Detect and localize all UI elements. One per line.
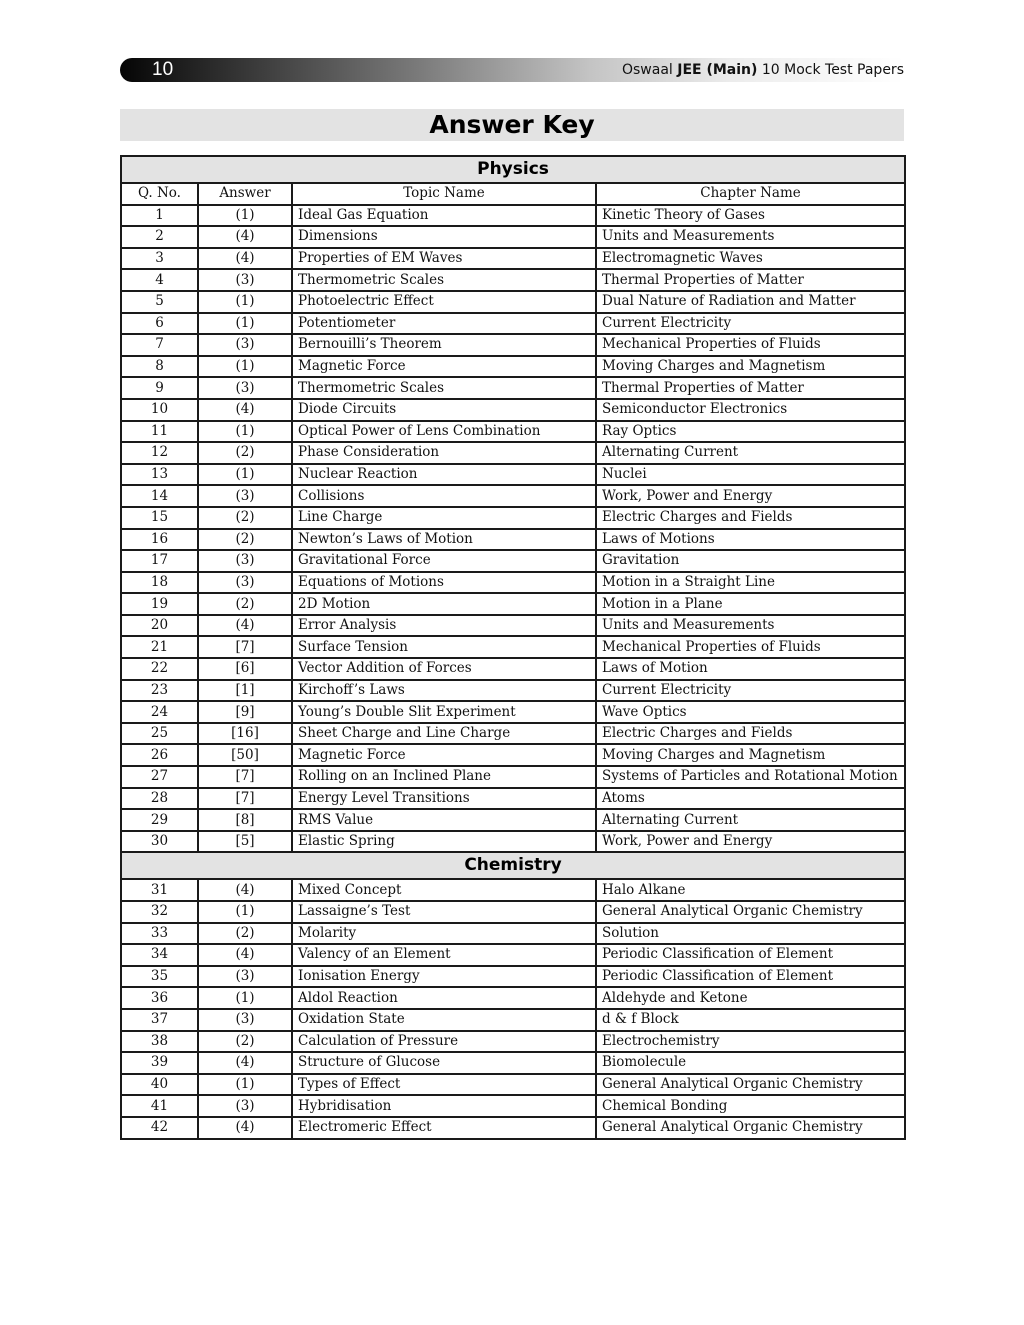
topic-name-cell: Structure of Glucose (292, 1052, 596, 1074)
answer-cell: [1] (198, 680, 292, 702)
answer-cell: (1) (198, 205, 292, 227)
topic-name-cell: Elastic Spring (292, 831, 596, 853)
chapter-name-cell: General Analytical Organic Chemistry (596, 1074, 905, 1096)
column-header-row (121, 183, 905, 205)
question-number-cell: 32 (121, 901, 198, 923)
table-row (121, 901, 905, 923)
answer-cell: (2) (198, 923, 292, 945)
answer-cell: [6] (198, 658, 292, 680)
question-number-cell: 20 (121, 615, 198, 637)
topic-name-cell: Diode Circuits (292, 399, 596, 421)
page-number: 10 (152, 59, 174, 80)
question-number-cell: 16 (121, 529, 198, 551)
chapter-name-cell: Periodic Classification of Element (596, 944, 905, 966)
section-title: Physics (121, 156, 905, 183)
answer-cell: (1) (198, 464, 292, 486)
table-row (121, 966, 905, 988)
topic-name-cell: 2D Motion (292, 593, 596, 615)
answer-cell: (1) (198, 313, 292, 335)
table-row (121, 1095, 905, 1117)
answer-cell: [16] (198, 723, 292, 745)
topic-name-cell: Bernouilli’s Theorem (292, 334, 596, 356)
question-number-cell: 8 (121, 356, 198, 378)
topic-name-cell: Electromeric Effect (292, 1117, 596, 1139)
table-row (121, 879, 905, 901)
question-number-cell: 6 (121, 313, 198, 335)
chapter-name-cell: General Analytical Organic Chemistry (596, 1117, 905, 1139)
table-row (121, 1009, 905, 1031)
section-header-row (121, 156, 905, 183)
table-row (121, 680, 905, 702)
chapter-name-cell: General Analytical Organic Chemistry (596, 901, 905, 923)
topic-name-cell: Ionisation Energy (292, 966, 596, 988)
chapter-name-cell: Electric Charges and Fields (596, 507, 905, 529)
chapter-name-cell: Moving Charges and Magnetism (596, 356, 905, 378)
chapter-name-cell: Mechanical Properties of Fluids (596, 636, 905, 658)
table-row (121, 831, 905, 853)
table-row (121, 248, 905, 270)
table-row (121, 205, 905, 227)
answer-cell: [7] (198, 636, 292, 658)
question-number-cell: 28 (121, 788, 198, 810)
chapter-name-cell: Solution (596, 923, 905, 945)
page-title: Answer Key (429, 110, 595, 139)
chapter-name-cell: Units and Measurements (596, 615, 905, 637)
question-number-cell: 14 (121, 485, 198, 507)
question-number-cell: 27 (121, 766, 198, 788)
table-row (121, 1074, 905, 1096)
table-row (121, 334, 905, 356)
table-row (121, 1052, 905, 1074)
table-row (121, 356, 905, 378)
publisher-name: Oswaal (621, 62, 673, 78)
answer-cell: (3) (198, 966, 292, 988)
answer-cell: (1) (198, 291, 292, 313)
question-number-cell: 9 (121, 377, 198, 399)
chapter-name-cell: Dual Nature of Radiation and Matter (596, 291, 905, 313)
table-row (121, 291, 905, 313)
topic-name-cell: Molarity (292, 923, 596, 945)
table-row (121, 658, 905, 680)
answer-cell: (1) (198, 356, 292, 378)
answer-cell: (4) (198, 879, 292, 901)
topic-name-cell: Optical Power of Lens Combination (292, 421, 596, 443)
question-number-cell: 41 (121, 1095, 198, 1117)
table-row (121, 485, 905, 507)
table-row (121, 766, 905, 788)
topic-name-cell: Potentiometer (292, 313, 596, 335)
question-number-cell: 36 (121, 987, 198, 1009)
question-number-cell: 34 (121, 944, 198, 966)
chapter-name-cell: Electrochemistry (596, 1031, 905, 1053)
answer-header: Answer (198, 183, 292, 205)
question-number-cell: 26 (121, 744, 198, 766)
answer-cell: (2) (198, 507, 292, 529)
topic-name-cell: Phase Consideration (292, 442, 596, 464)
answer-cell: (4) (198, 399, 292, 421)
topic-name-cell: Young’s Double Slit Experiment (292, 701, 596, 723)
topic-name-cell: Valency of an Element (292, 944, 596, 966)
answer-cell: (4) (198, 226, 292, 248)
chapter-header: Chapter Name (596, 183, 905, 205)
table-row (121, 701, 905, 723)
running-title (622, 58, 904, 82)
chapter-name-cell: Laws of Motion (596, 658, 905, 680)
chapter-name-cell: Current Electricity (596, 680, 905, 702)
topic-name-cell: Calculation of Pressure (292, 1031, 596, 1053)
answer-cell: [7] (198, 766, 292, 788)
question-number-cell: 2 (121, 226, 198, 248)
chapter-name-cell: d & f Block (596, 1009, 905, 1031)
answer-cell: (4) (198, 1052, 292, 1074)
answer-cell: (3) (198, 572, 292, 594)
chapter-name-cell: Alternating Current (596, 809, 905, 831)
chapter-name-cell: Nuclei (596, 464, 905, 486)
table-row (121, 923, 905, 945)
topic-header: Topic Name (292, 183, 596, 205)
question-number-cell: 35 (121, 966, 198, 988)
chapter-name-cell: Wave Optics (596, 701, 905, 723)
topic-name-cell: Magnetic Force (292, 744, 596, 766)
answer-cell: [7] (198, 788, 292, 810)
table-row (121, 529, 905, 551)
question-number-cell: 17 (121, 550, 198, 572)
chapter-name-cell: Motion in a Plane (596, 593, 905, 615)
table-row (121, 788, 905, 810)
table-row (121, 593, 905, 615)
chapter-name-cell: Chemical Bonding (596, 1095, 905, 1117)
table-row (121, 615, 905, 637)
topic-name-cell: Sheet Charge and Line Charge (292, 723, 596, 745)
section-header-row (121, 852, 905, 879)
topic-name-cell: Collisions (292, 485, 596, 507)
chapter-name-cell: Thermal Properties of Matter (596, 269, 905, 291)
answer-cell: (4) (198, 615, 292, 637)
chapter-name-cell: Work, Power and Energy (596, 485, 905, 507)
answer-cell: (3) (198, 269, 292, 291)
question-number-cell: 40 (121, 1074, 198, 1096)
answer-cell: (4) (198, 248, 292, 270)
answer-cell: (1) (198, 987, 292, 1009)
answer-cell: (3) (198, 1009, 292, 1031)
question-number-cell: 7 (121, 334, 198, 356)
question-number-cell: 38 (121, 1031, 198, 1053)
table-row (121, 269, 905, 291)
table-row (121, 944, 905, 966)
question-number-cell: 30 (121, 831, 198, 853)
table-row (121, 1117, 905, 1139)
topic-name-cell: RMS Value (292, 809, 596, 831)
topic-name-cell: Kirchoff’s Laws (292, 680, 596, 702)
topic-name-cell: Rolling on an Inclined Plane (292, 766, 596, 788)
table-row (121, 507, 905, 529)
chapter-name-cell: Atoms (596, 788, 905, 810)
table-row (121, 987, 905, 1009)
question-number-cell: 22 (121, 658, 198, 680)
table-row (121, 636, 905, 658)
answer-cell: (2) (198, 1031, 292, 1053)
chapter-name-cell: Moving Charges and Magnetism (596, 744, 905, 766)
table-row (121, 744, 905, 766)
answer-cell: (1) (198, 421, 292, 443)
topic-name-cell: Oxidation State (292, 1009, 596, 1031)
question-number-cell: 15 (121, 507, 198, 529)
question-number-cell: 21 (121, 636, 198, 658)
table-row (121, 1031, 905, 1053)
topic-name-cell: Error Analysis (292, 615, 596, 637)
question-number-cell: 11 (121, 421, 198, 443)
question-number-cell: 4 (121, 269, 198, 291)
answer-cell: [50] (198, 744, 292, 766)
topic-name-cell: Gravitational Force (292, 550, 596, 572)
question-number-cell: 13 (121, 464, 198, 486)
question-number-cell: 39 (121, 1052, 198, 1074)
chapter-name-cell: Kinetic Theory of Gases (596, 205, 905, 227)
topic-name-cell: Properties of EM Waves (292, 248, 596, 270)
answer-cell: (3) (198, 377, 292, 399)
table-row (121, 464, 905, 486)
answer-key-body (121, 156, 905, 1139)
answer-cell: (3) (198, 550, 292, 572)
question-number-cell: 10 (121, 399, 198, 421)
chapter-name-cell: Systems of Particles and Rotational Motion (596, 766, 905, 788)
question-number-cell: 3 (121, 248, 198, 270)
chapter-name-cell: Current Electricity (596, 313, 905, 335)
topic-name-cell: Photoelectric Effect (292, 291, 596, 313)
table-row (121, 442, 905, 464)
answer-cell: (1) (198, 901, 292, 923)
qno-header: Q. No. (121, 183, 198, 205)
answer-cell: (2) (198, 529, 292, 551)
question-number-cell: 37 (121, 1009, 198, 1031)
chapter-name-cell: Biomolecule (596, 1052, 905, 1074)
topic-name-cell: Types of Effect (292, 1074, 596, 1096)
topic-name-cell: Thermometric Scales (292, 377, 596, 399)
answer-cell: (1) (198, 1074, 292, 1096)
table-row (121, 550, 905, 572)
topic-name-cell: Vector Addition of Forces (292, 658, 596, 680)
question-number-cell: 19 (121, 593, 198, 615)
answer-key-table (120, 155, 906, 1140)
chapter-name-cell: Halo Alkane (596, 879, 905, 901)
answer-cell: (4) (198, 944, 292, 966)
topic-name-cell: Energy Level Transitions (292, 788, 596, 810)
topic-name-cell: Nuclear Reaction (292, 464, 596, 486)
answer-cell: [8] (198, 809, 292, 831)
answer-cell: (4) (198, 1117, 292, 1139)
question-number-cell: 42 (121, 1117, 198, 1139)
answer-cell: (2) (198, 593, 292, 615)
question-number-cell: 24 (121, 701, 198, 723)
chapter-name-cell: Gravitation (596, 550, 905, 572)
answer-cell: (2) (198, 442, 292, 464)
table-row (121, 421, 905, 443)
chapter-name-cell: Electromagnetic Waves (596, 248, 905, 270)
question-number-cell: 5 (121, 291, 198, 313)
chapter-name-cell: Aldehyde and Ketone (596, 987, 905, 1009)
topic-name-cell: Mixed Concept (292, 879, 596, 901)
answer-cell: (3) (198, 485, 292, 507)
question-number-cell: 29 (121, 809, 198, 831)
topic-name-cell: Ideal Gas Equation (292, 205, 596, 227)
book-name: 10 Mock Test Papers (761, 62, 904, 78)
table-row (121, 572, 905, 594)
topic-name-cell: Aldol Reaction (292, 987, 596, 1009)
question-number-cell: 18 (121, 572, 198, 594)
answer-cell: [5] (198, 831, 292, 853)
topic-name-cell: Newton’s Laws of Motion (292, 529, 596, 551)
table-row (121, 313, 905, 335)
topic-name-cell: Surface Tension (292, 636, 596, 658)
topic-name-cell: Magnetic Force (292, 356, 596, 378)
chapter-name-cell: Laws of Motions (596, 529, 905, 551)
chapter-name-cell: Electric Charges and Fields (596, 723, 905, 745)
table-row (121, 226, 905, 248)
chapter-name-cell: Thermal Properties of Matter (596, 377, 905, 399)
topic-name-cell: Lassaigne’s Test (292, 901, 596, 923)
topic-name-cell: Thermometric Scales (292, 269, 596, 291)
question-number-cell: 12 (121, 442, 198, 464)
chapter-name-cell: Work, Power and Energy (596, 831, 905, 853)
table-row (121, 809, 905, 831)
topic-name-cell: Line Charge (292, 507, 596, 529)
answer-cell: (3) (198, 1095, 292, 1117)
table-row (121, 723, 905, 745)
chapter-name-cell: Motion in a Straight Line (596, 572, 905, 594)
chapter-name-cell: Alternating Current (596, 442, 905, 464)
question-number-cell: 1 (121, 205, 198, 227)
title-bar (120, 109, 904, 141)
answer-cell: (3) (198, 334, 292, 356)
chapter-name-cell: Ray Optics (596, 421, 905, 443)
chapter-name-cell: Units and Measurements (596, 226, 905, 248)
question-number-cell: 33 (121, 923, 198, 945)
topic-name-cell: Hybridisation (292, 1095, 596, 1117)
topic-name-cell: Dimensions (292, 226, 596, 248)
chapter-name-cell: Periodic Classification of Element (596, 966, 905, 988)
chapter-name-cell: Mechanical Properties of Fluids (596, 334, 905, 356)
question-number-cell: 31 (121, 879, 198, 901)
question-number-cell: 25 (121, 723, 198, 745)
table-row (121, 377, 905, 399)
topic-name-cell: Equations of Motions (292, 572, 596, 594)
answer-cell: [9] (198, 701, 292, 723)
chapter-name-cell: Semiconductor Electronics (596, 399, 905, 421)
table-row (121, 399, 905, 421)
question-number-cell: 23 (121, 680, 198, 702)
section-title: Chemistry (121, 852, 905, 879)
exam-name: JEE (Main) (677, 62, 758, 78)
